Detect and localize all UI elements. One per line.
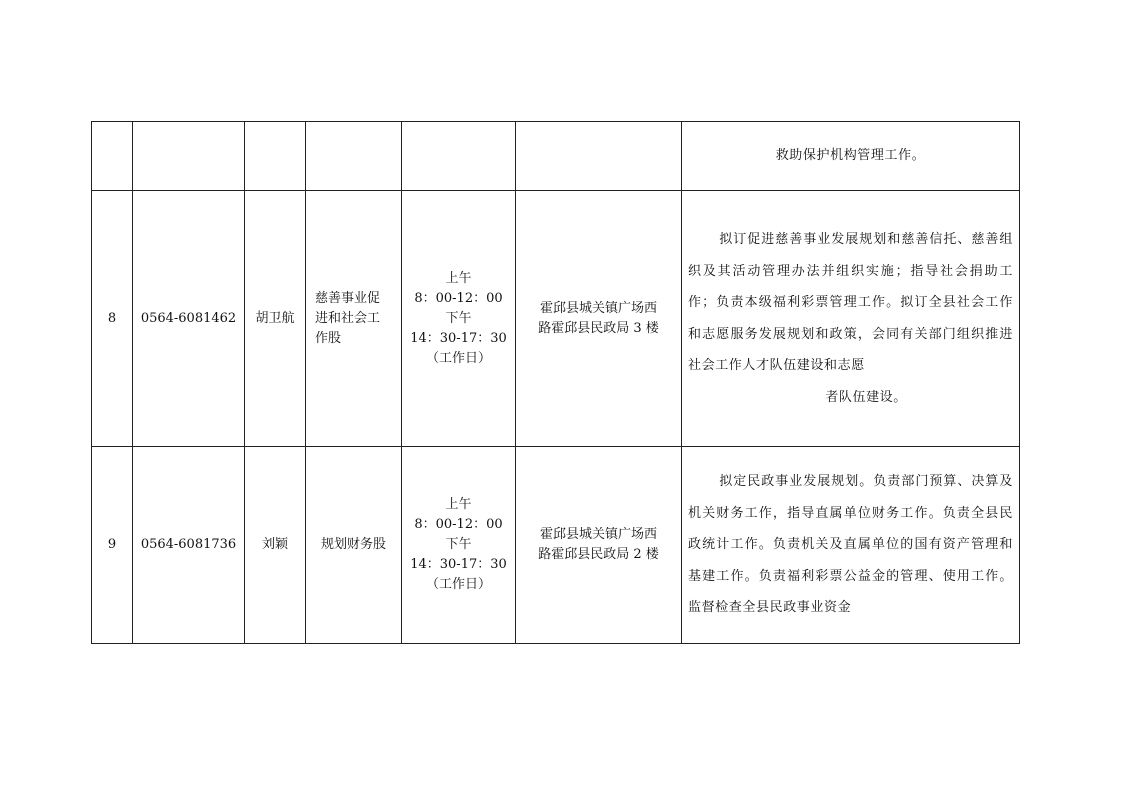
department-line: 慈善事业促 [315, 290, 381, 306]
name-cell: 刘颖 [245, 447, 306, 644]
phone-cell [133, 122, 245, 191]
hours-line: 8：00-12：00 [414, 290, 503, 306]
department-line: 进和社会工 [315, 310, 381, 326]
hours-line: 下午 [445, 537, 472, 552]
duties-main: 拟订促进慈善事业发展规划和慈善信托、慈善组织及其活动管理办法并组织实施；指导社会捐助工作；负责本级福利彩票管理工作。拟订全县社会工作和志愿服务发展规划和政策，会同有关部门组织推进社会工作人才队伍建设和志愿 [688, 232, 1013, 373]
address-cell [516, 191, 682, 447]
duties-main: 拟定民政事业发展规划。负责部门预算、决算及机关财务工作，指导直属单位财务工作。负责全县民政统计工作。负责机关及直属单位的国有资产管理和基建工作。负责福利彩票公益金的管理、使用工作。监督检查全县民政事业资金 [688, 474, 1013, 616]
duties-cell [682, 122, 1020, 191]
hours-line: 14：30-17：30 [410, 557, 507, 572]
address-cell [516, 122, 682, 191]
hours-line: （工作日） [425, 577, 491, 592]
department-line: 作股 [315, 330, 342, 346]
address-line: 路霍邱县民政局 2 楼 [538, 547, 659, 562]
hours-line: 14：30-17：30 [410, 330, 507, 346]
address-line: 路霍邱县民政局 3 楼 [538, 320, 659, 336]
table-row [92, 191, 1020, 447]
hours-cell [402, 191, 516, 447]
table-row [92, 447, 1020, 644]
index-cell: 8 [92, 191, 133, 447]
duties-cell [682, 191, 1020, 447]
phone-cell: 0564-6081736 [133, 447, 245, 644]
hours-line: 上午 [445, 497, 472, 512]
department-cell [306, 191, 402, 447]
index-cell [92, 122, 133, 191]
phone-cell: 0564-6081462 [133, 191, 245, 447]
address-line: 霍邱县城关镇广场西 [539, 527, 657, 542]
hours-line: 8：00-12：00 [414, 517, 503, 532]
table-row [92, 122, 1020, 191]
address-line: 霍邱县城关镇广场西 [539, 300, 657, 316]
hours-cell [402, 447, 516, 644]
hours-cell [402, 122, 516, 191]
hours-line: 下午 [445, 310, 472, 326]
address-cell [516, 447, 682, 644]
hours-line: 上午 [445, 270, 472, 286]
name-cell: 胡卫航 [245, 191, 306, 447]
department-cell [306, 122, 402, 191]
duties-last-line: 者队伍建设。 [825, 389, 907, 405]
name-cell [245, 122, 306, 191]
duties-table [91, 121, 1020, 644]
duties-text [688, 466, 1013, 624]
hours-line: （工作日） [425, 350, 491, 366]
duties-text [688, 224, 1013, 413]
department-cell: 规划财务股 [306, 447, 402, 644]
duties-cell [682, 447, 1020, 644]
duties-text: 救助保护机构管理工作。 [775, 148, 926, 164]
index-cell: 9 [92, 447, 133, 644]
